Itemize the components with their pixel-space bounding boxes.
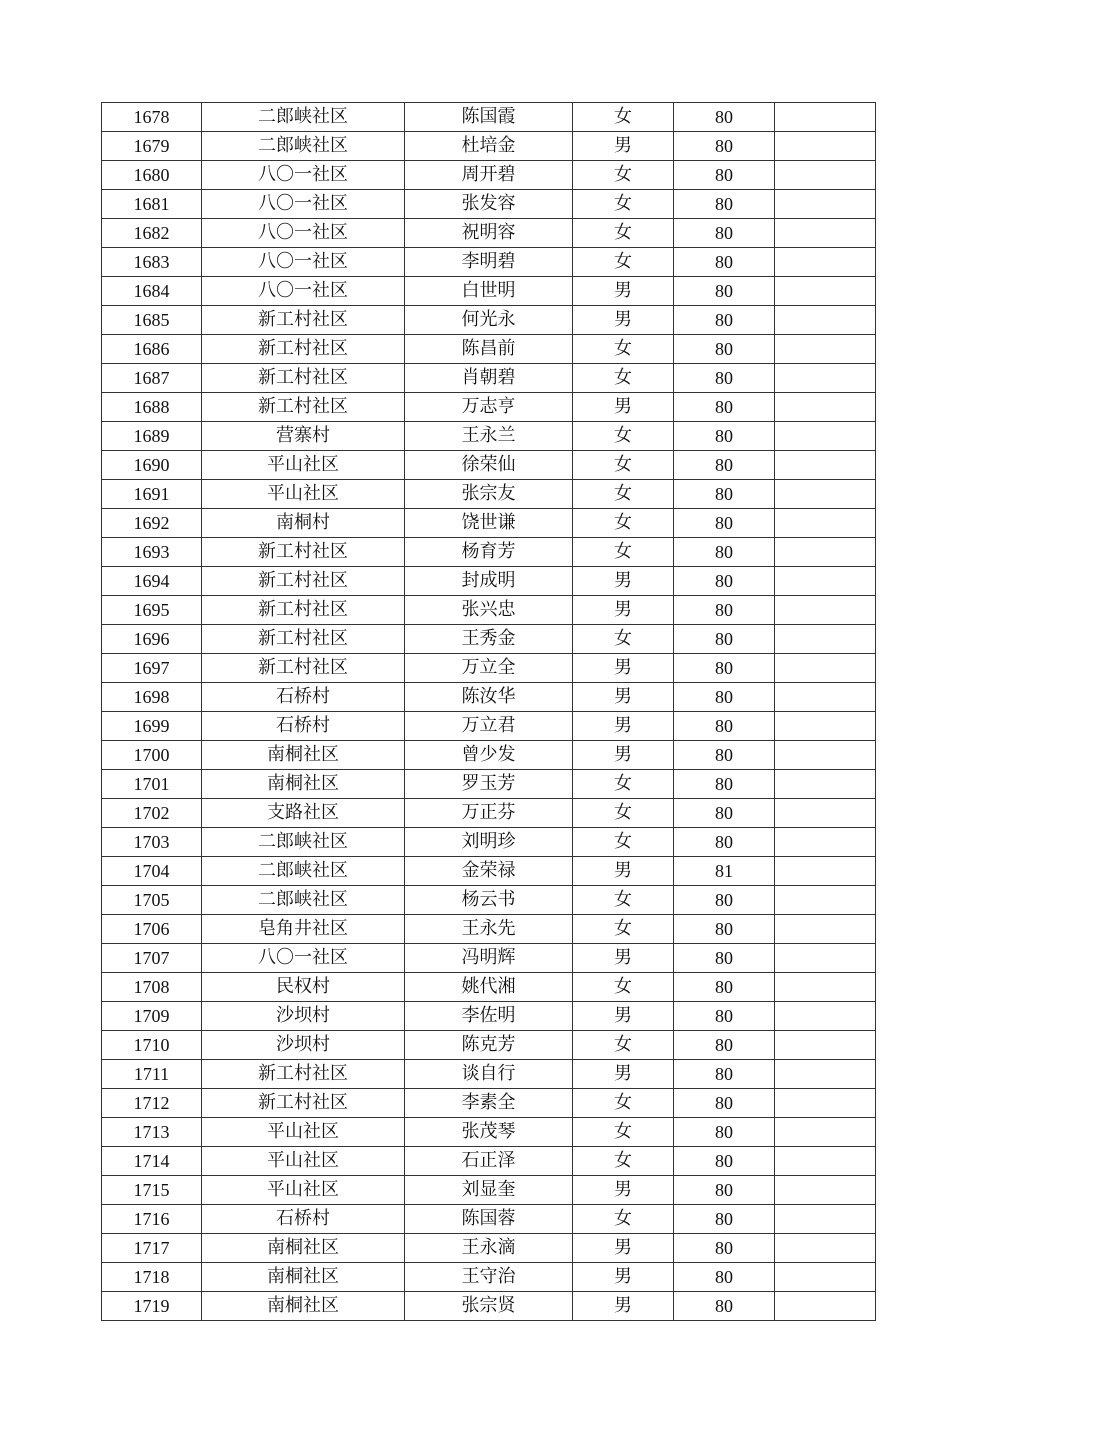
cell-serial-number: 1716 [102,1205,202,1234]
cell-remark [775,944,876,973]
cell-community: 新工村社区 [202,364,405,393]
cell-age: 80 [674,770,775,799]
table-row [102,480,876,509]
cell-person-name: 祝明容 [405,219,573,248]
cell-age: 80 [674,335,775,364]
cell-remark [775,1176,876,1205]
cell-gender: 男 [573,741,674,770]
table-row [102,1263,876,1292]
cell-gender: 男 [573,132,674,161]
cell-remark [775,451,876,480]
cell-serial-number: 1696 [102,625,202,654]
cell-gender: 男 [573,1176,674,1205]
cell-community: 平山社区 [202,1176,405,1205]
cell-remark [775,1089,876,1118]
table-row [102,1234,876,1263]
cell-person-name: 万正芬 [405,799,573,828]
cell-gender: 女 [573,625,674,654]
cell-remark [775,799,876,828]
cell-age: 80 [674,799,775,828]
cell-serial-number: 1685 [102,306,202,335]
table-row [102,683,876,712]
cell-serial-number: 1679 [102,132,202,161]
cell-community: 新工村社区 [202,567,405,596]
cell-community: 二郎峡社区 [202,103,405,132]
cell-remark [775,828,876,857]
cell-person-name: 王永兰 [405,422,573,451]
cell-gender: 男 [573,393,674,422]
table-row [102,1292,876,1321]
cell-gender: 女 [573,828,674,857]
cell-age: 80 [674,1176,775,1205]
cell-gender: 男 [573,1234,674,1263]
cell-gender: 女 [573,886,674,915]
cell-person-name: 张宗友 [405,480,573,509]
table-row [102,364,876,393]
table-row [102,1118,876,1147]
cell-person-name: 张兴忠 [405,596,573,625]
cell-age: 80 [674,103,775,132]
cell-serial-number: 1700 [102,741,202,770]
cell-remark [775,654,876,683]
cell-remark [775,277,876,306]
table-row [102,451,876,480]
cell-remark [775,1292,876,1321]
cell-person-name: 张宗贤 [405,1292,573,1321]
table-row [102,799,876,828]
cell-person-name: 刘明珍 [405,828,573,857]
cell-person-name: 张发容 [405,190,573,219]
cell-community: 八〇一社区 [202,161,405,190]
cell-remark [775,538,876,567]
cell-gender: 男 [573,654,674,683]
cell-gender: 男 [573,1002,674,1031]
cell-community: 南桐村 [202,509,405,538]
cell-remark [775,1002,876,1031]
cell-age: 80 [674,567,775,596]
cell-community: 南桐社区 [202,770,405,799]
cell-remark [775,973,876,1002]
cell-person-name: 王永滴 [405,1234,573,1263]
cell-community: 平山社区 [202,451,405,480]
cell-person-name: 石正泽 [405,1147,573,1176]
cell-serial-number: 1717 [102,1234,202,1263]
cell-gender: 男 [573,306,674,335]
cell-gender: 女 [573,335,674,364]
cell-gender: 女 [573,451,674,480]
table-row [102,161,876,190]
cell-serial-number: 1689 [102,422,202,451]
cell-person-name: 万立全 [405,654,573,683]
cell-remark [775,161,876,190]
cell-serial-number: 1710 [102,1031,202,1060]
cell-serial-number: 1699 [102,712,202,741]
cell-community: 新工村社区 [202,1060,405,1089]
cell-age: 80 [674,1031,775,1060]
cell-person-name: 白世明 [405,277,573,306]
cell-serial-number: 1687 [102,364,202,393]
cell-age: 80 [674,1234,775,1263]
cell-serial-number: 1682 [102,219,202,248]
cell-age: 80 [674,654,775,683]
cell-remark [775,567,876,596]
cell-community: 八〇一社区 [202,190,405,219]
cell-age: 80 [674,1292,775,1321]
cell-community: 新工村社区 [202,625,405,654]
cell-serial-number: 1703 [102,828,202,857]
cell-gender: 男 [573,857,674,886]
table-row [102,132,876,161]
cell-person-name: 杨云书 [405,886,573,915]
cell-age: 80 [674,1205,775,1234]
cell-gender: 女 [573,1031,674,1060]
cell-person-name: 张茂琴 [405,1118,573,1147]
cell-serial-number: 1686 [102,335,202,364]
cell-person-name: 金荣禄 [405,857,573,886]
cell-community: 平山社区 [202,480,405,509]
cell-serial-number: 1713 [102,1118,202,1147]
cell-remark [775,915,876,944]
cell-person-name: 封成明 [405,567,573,596]
table-row [102,335,876,364]
cell-age: 80 [674,161,775,190]
cell-remark [775,364,876,393]
cell-gender: 男 [573,712,674,741]
cell-remark [775,683,876,712]
cell-gender: 女 [573,103,674,132]
cell-serial-number: 1693 [102,538,202,567]
roster-table-body [102,103,876,1321]
cell-remark [775,393,876,422]
cell-remark [775,1118,876,1147]
table-row [102,886,876,915]
cell-remark [775,190,876,219]
table-row [102,712,876,741]
cell-remark [775,103,876,132]
cell-person-name: 万志亨 [405,393,573,422]
cell-gender: 女 [573,364,674,393]
cell-remark [775,219,876,248]
table-row [102,1147,876,1176]
cell-person-name: 肖朝碧 [405,364,573,393]
cell-community: 南桐社区 [202,1292,405,1321]
cell-serial-number: 1719 [102,1292,202,1321]
cell-gender: 女 [573,1147,674,1176]
cell-serial-number: 1707 [102,944,202,973]
cell-serial-number: 1678 [102,103,202,132]
cell-serial-number: 1694 [102,567,202,596]
cell-gender: 女 [573,1089,674,1118]
roster-table [101,102,876,1321]
cell-age: 80 [674,828,775,857]
cell-community: 皂角井社区 [202,915,405,944]
table-row [102,1176,876,1205]
cell-serial-number: 1698 [102,683,202,712]
cell-remark [775,712,876,741]
cell-remark [775,1234,876,1263]
cell-remark [775,248,876,277]
cell-gender: 女 [573,799,674,828]
cell-serial-number: 1705 [102,886,202,915]
cell-gender: 男 [573,1263,674,1292]
cell-remark [775,1060,876,1089]
cell-person-name: 王秀金 [405,625,573,654]
cell-community: 沙坝村 [202,1031,405,1060]
cell-person-name: 饶世谦 [405,509,573,538]
cell-community: 新工村社区 [202,654,405,683]
cell-remark [775,480,876,509]
table-row [102,567,876,596]
cell-serial-number: 1709 [102,1002,202,1031]
cell-person-name: 周开碧 [405,161,573,190]
cell-community: 八〇一社区 [202,248,405,277]
table-row [102,625,876,654]
cell-serial-number: 1683 [102,248,202,277]
table-row [102,741,876,770]
cell-remark [775,770,876,799]
cell-community: 二郎峡社区 [202,857,405,886]
cell-age: 80 [674,1060,775,1089]
cell-community: 新工村社区 [202,393,405,422]
cell-community: 新工村社区 [202,596,405,625]
cell-community: 新工村社区 [202,335,405,364]
cell-person-name: 陈昌前 [405,335,573,364]
cell-age: 80 [674,944,775,973]
cell-serial-number: 1684 [102,277,202,306]
cell-community: 新工村社区 [202,538,405,567]
table-row [102,915,876,944]
cell-remark [775,1263,876,1292]
cell-person-name: 万立君 [405,712,573,741]
cell-serial-number: 1680 [102,161,202,190]
cell-serial-number: 1714 [102,1147,202,1176]
table-row [102,1031,876,1060]
table-row [102,248,876,277]
cell-gender: 女 [573,973,674,1002]
cell-age: 80 [674,915,775,944]
cell-serial-number: 1691 [102,480,202,509]
table-row [102,770,876,799]
cell-person-name: 谈自行 [405,1060,573,1089]
table-row [102,1060,876,1089]
cell-person-name: 李明碧 [405,248,573,277]
cell-remark [775,1205,876,1234]
cell-community: 八〇一社区 [202,277,405,306]
cell-age: 80 [674,306,775,335]
table-row [102,538,876,567]
cell-serial-number: 1688 [102,393,202,422]
cell-remark [775,509,876,538]
cell-age: 80 [674,712,775,741]
cell-serial-number: 1718 [102,1263,202,1292]
table-row [102,103,876,132]
cell-person-name: 李佐明 [405,1002,573,1031]
cell-remark [775,422,876,451]
cell-age: 80 [674,190,775,219]
cell-person-name: 何光永 [405,306,573,335]
table-row [102,654,876,683]
cell-gender: 女 [573,1205,674,1234]
cell-gender: 女 [573,161,674,190]
cell-age: 80 [674,248,775,277]
cell-gender: 男 [573,277,674,306]
cell-person-name: 李素全 [405,1089,573,1118]
cell-serial-number: 1690 [102,451,202,480]
cell-age: 80 [674,596,775,625]
table-row [102,596,876,625]
cell-gender: 女 [573,190,674,219]
table-row [102,1205,876,1234]
table-row [102,509,876,538]
cell-remark [775,741,876,770]
cell-gender: 男 [573,1060,674,1089]
cell-person-name: 陈克芳 [405,1031,573,1060]
table-row [102,944,876,973]
cell-community: 二郎峡社区 [202,828,405,857]
cell-gender: 女 [573,915,674,944]
cell-person-name: 曾少发 [405,741,573,770]
cell-community: 平山社区 [202,1118,405,1147]
cell-gender: 男 [573,596,674,625]
cell-person-name: 王永先 [405,915,573,944]
cell-remark [775,596,876,625]
table-row [102,277,876,306]
cell-community: 新工村社区 [202,306,405,335]
cell-gender: 女 [573,219,674,248]
cell-age: 80 [674,973,775,1002]
cell-serial-number: 1708 [102,973,202,1002]
cell-person-name: 陈国蓉 [405,1205,573,1234]
cell-community: 支路社区 [202,799,405,828]
cell-serial-number: 1711 [102,1060,202,1089]
cell-gender: 男 [573,944,674,973]
cell-gender: 女 [573,422,674,451]
table-row [102,393,876,422]
cell-gender: 女 [573,248,674,277]
cell-gender: 女 [573,1118,674,1147]
cell-serial-number: 1681 [102,190,202,219]
cell-age: 80 [674,1002,775,1031]
cell-community: 八〇一社区 [202,219,405,248]
cell-person-name: 徐荣仙 [405,451,573,480]
cell-serial-number: 1692 [102,509,202,538]
cell-gender: 女 [573,770,674,799]
cell-age: 80 [674,277,775,306]
cell-serial-number: 1702 [102,799,202,828]
cell-age: 80 [674,741,775,770]
cell-gender: 男 [573,683,674,712]
cell-age: 80 [674,422,775,451]
table-row [102,306,876,335]
cell-remark [775,1147,876,1176]
cell-community: 二郎峡社区 [202,132,405,161]
cell-gender: 女 [573,480,674,509]
cell-community: 南桐社区 [202,1263,405,1292]
cell-remark [775,625,876,654]
cell-age: 80 [674,132,775,161]
cell-remark [775,335,876,364]
cell-person-name: 杜培金 [405,132,573,161]
cell-age: 80 [674,1147,775,1176]
table-row [102,1089,876,1118]
cell-community: 南桐社区 [202,741,405,770]
cell-person-name: 冯明辉 [405,944,573,973]
cell-remark [775,1031,876,1060]
cell-age: 80 [674,451,775,480]
cell-gender: 男 [573,1292,674,1321]
cell-age: 80 [674,509,775,538]
cell-serial-number: 1715 [102,1176,202,1205]
table-row [102,190,876,219]
cell-age: 80 [674,1089,775,1118]
cell-age: 80 [674,1263,775,1292]
cell-age: 80 [674,886,775,915]
cell-age: 80 [674,480,775,509]
cell-gender: 女 [573,509,674,538]
cell-serial-number: 1712 [102,1089,202,1118]
cell-age: 80 [674,538,775,567]
cell-community: 石桥村 [202,683,405,712]
cell-gender: 男 [573,567,674,596]
cell-community: 营寨村 [202,422,405,451]
cell-remark [775,886,876,915]
cell-age: 80 [674,219,775,248]
table-row [102,857,876,886]
cell-person-name: 罗玉芳 [405,770,573,799]
table-row [102,219,876,248]
cell-person-name: 陈国霞 [405,103,573,132]
cell-serial-number: 1701 [102,770,202,799]
cell-remark [775,132,876,161]
cell-remark [775,857,876,886]
cell-community: 二郎峡社区 [202,886,405,915]
cell-serial-number: 1697 [102,654,202,683]
table-row [102,828,876,857]
cell-age: 81 [674,857,775,886]
cell-community: 民权村 [202,973,405,1002]
cell-community: 沙坝村 [202,1002,405,1031]
table-row [102,1002,876,1031]
cell-serial-number: 1706 [102,915,202,944]
cell-serial-number: 1704 [102,857,202,886]
cell-person-name: 杨育芳 [405,538,573,567]
cell-community: 石桥村 [202,712,405,741]
cell-gender: 女 [573,538,674,567]
cell-community: 石桥村 [202,1205,405,1234]
table-row [102,973,876,1002]
cell-remark [775,306,876,335]
cell-community: 平山社区 [202,1147,405,1176]
cell-community: 南桐社区 [202,1234,405,1263]
cell-community: 八〇一社区 [202,944,405,973]
cell-serial-number: 1695 [102,596,202,625]
cell-person-name: 刘显奎 [405,1176,573,1205]
cell-community: 新工村社区 [202,1089,405,1118]
cell-age: 80 [674,683,775,712]
table-row [102,422,876,451]
cell-person-name: 陈汝华 [405,683,573,712]
cell-age: 80 [674,625,775,654]
cell-person-name: 姚代湘 [405,973,573,1002]
cell-age: 80 [674,393,775,422]
cell-age: 80 [674,364,775,393]
cell-age: 80 [674,1118,775,1147]
cell-person-name: 王守治 [405,1263,573,1292]
